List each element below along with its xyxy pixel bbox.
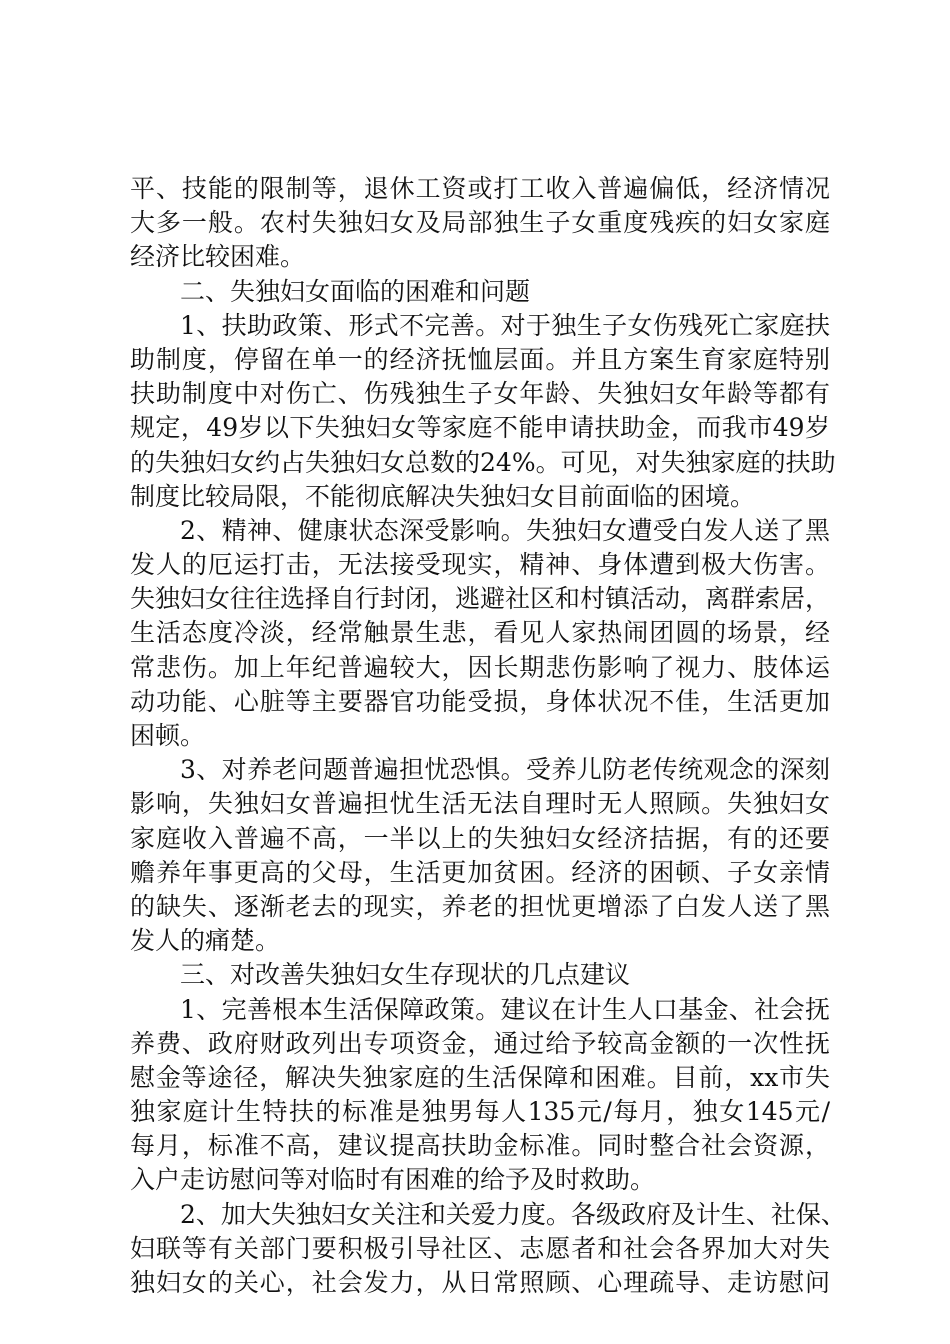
text-line: 养费、政府财政列出专项资金，通过给予较高金额的一次性抚	[130, 1028, 830, 1058]
text-line: 2、精神、健康状态深受影响。失独妇女遭受白发人送了黑	[180, 515, 830, 545]
text-line: 独妇女的关心，社会发力，从日常照顾、心理疏导、走访慰问	[130, 1268, 830, 1297]
text-line: 1、扶助政策、形式不完善。对于独生子女伤残死亡家庭扶	[180, 310, 830, 340]
text-line: 发人的痛楚。	[130, 926, 281, 956]
text-line: 赡养年事更高的父母，生活更加贫困。经济的困顿、子女亲情	[130, 857, 830, 887]
text-line: 平、技能的限制等，退休工资或打工收入普遍偏低，经济情况	[130, 174, 830, 203]
text-line: 1、完善根本生活保障政策。建议在计生人口基金、社会抚	[180, 994, 830, 1024]
text-line: 经济比较困难。	[130, 242, 306, 272]
text-line: 发人的厄运打击，无法接受现实，精神、身体遭到极大伤害。	[130, 550, 830, 580]
text-line: 动功能、心脏等主要器官功能受损，身体状况不佳，生活更加	[130, 686, 830, 716]
document-page	[130, 172, 846, 1300]
text-line: 的失独妇女约占失独妇女总数的24%。可见，对失独家庭的扶助	[130, 447, 836, 477]
text-line: 的缺失、逐渐老去的现实，养老的担忧更增添了白发人送了黑	[130, 891, 830, 921]
text-line: 规定，49岁以下失独妇女等家庭不能申请扶助金，而我市49岁	[130, 413, 830, 443]
text-line: 失独妇女往往选择自行封闭，逃避社区和村镇活动，离群索居，	[130, 584, 831, 614]
text-line: 生活态度冷淡，经常触景生悲，看见人家热闹团圆的场景，经	[130, 618, 830, 648]
text-line: 制度比较局限，不能彻底解决失独妇女目前面临的困境。	[130, 481, 756, 511]
text-line: 二、失独妇女面临的困难和问题	[180, 276, 531, 306]
text-line: 独家庭计生特扶的标准是独男每人135元/每月，独女145元/	[130, 1097, 830, 1127]
text-line: 每月，标准不高，建议提高扶助金标准。同时整合社会资源，	[130, 1131, 830, 1161]
text-line: 三、对改善失独妇女生存现状的几点建议	[180, 960, 631, 990]
text-line: 3、对养老问题普遍担忧恐惧。受养儿防老传统观念的深刻	[180, 755, 830, 785]
text-line: 大多一般。农村失独妇女及局部独生子女重度残疾的妇女家庭	[130, 208, 830, 238]
text-line: 入户走访慰问等对临时有困难的给予及时救助。	[130, 1165, 656, 1195]
text-line: 妇联等有关部门要积极引导社区、志愿者和社会各界加大对失	[130, 1233, 830, 1263]
text-line: 困顿。	[130, 721, 206, 750]
text-line: 2、加大失独妇女关注和关爱力度。各级政府及计生、社保、	[180, 1199, 846, 1229]
text-line: 影响，失独妇女普遍担忧生活无法自理时无人照顾。失独妇女	[130, 789, 830, 819]
text-line: 家庭收入普遍不高，一半以上的失独妇女经济拮据，有的还要	[130, 823, 830, 853]
text-line: 常悲伤。加上年纪普遍较大，因长期悲伤影响了视力、肢体运	[130, 652, 830, 682]
text-line: 扶助制度中对伤亡、伤残独生子女年龄、失独妇女年龄等都有	[130, 379, 830, 409]
text-line: 助制度，停留在单一的经济抚恤层面。并且方案生育家庭特别	[130, 344, 830, 374]
text-line: 慰金等途径，解决失独家庭的生活保障和困难。目前，xx市失	[130, 1062, 830, 1092]
